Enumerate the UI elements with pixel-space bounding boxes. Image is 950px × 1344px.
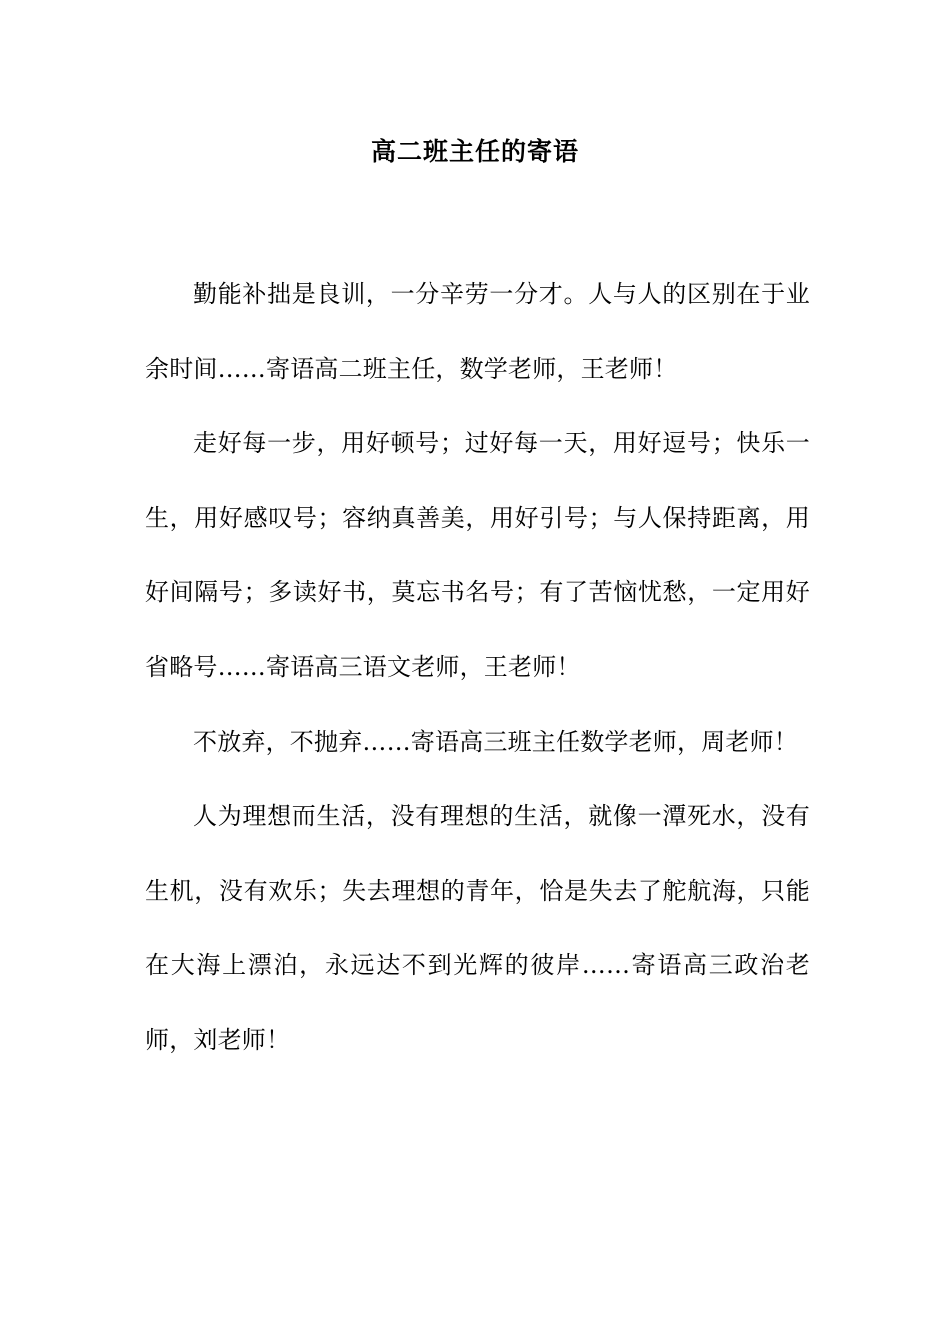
document-body (145, 257, 810, 1078)
paragraph-4: 人为理想而生活，没有理想的生活，就像一潭死水，没有生机，没有欢乐；失去理想的青年，恰是失去了舵航海，只能在大海上漂泊，永远达不到光辉的彼岸……寄语高三政治老师，刘老师！ (145, 802, 810, 1054)
paragraph-3: 不放弃，不抛弃……寄语高三班主任数学老师，周老师！ (193, 727, 798, 756)
document-title: 高二班主任的寄语 (370, 137, 579, 166)
paragraph-2: 走好每一步，用好顿号；过好每一天，用好逗号；快乐一生，用好感叹号；容纳真善美，用好引号；与人保持距离，用好间隔号；多读好书，莫忘书名号；有了苦恼忧愁，一定用好省略号……寄语高三语文老师，王老师！ (145, 429, 810, 681)
paragraph-1: 勤能补拙是良训，一分辛劳一分才。人与人的区别在于业余时间……寄语高二班主任，数学老师，王老师！ (145, 280, 810, 383)
